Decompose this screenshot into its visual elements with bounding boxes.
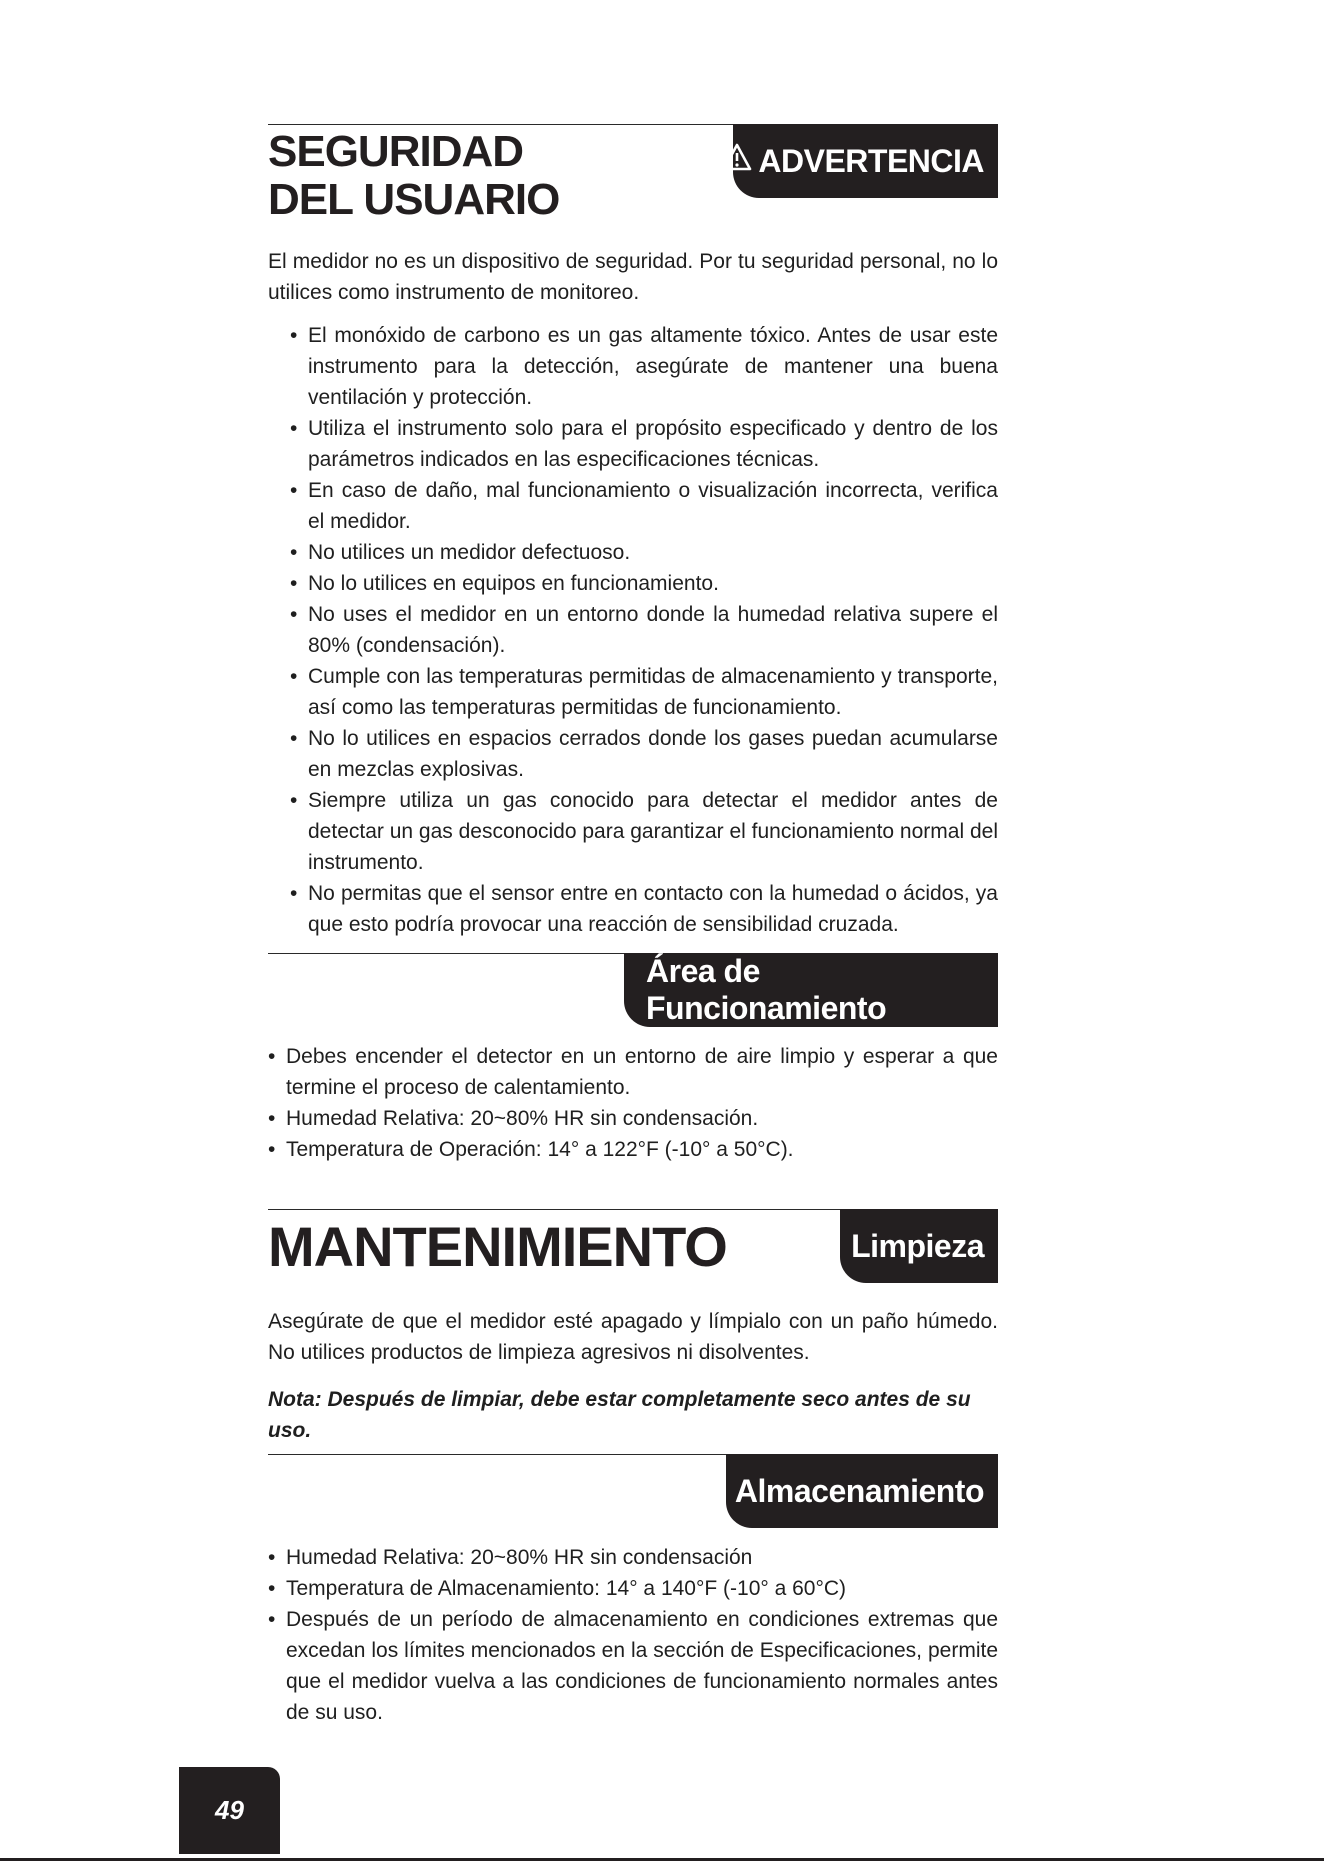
list-item: • Temperatura de Almacenamiento: 14° a 140°F (-10° a 60°C) — [268, 1573, 998, 1604]
list-item: • No permitas que el sensor entre en contacto con la humedad o ácidos, ya que esto podría provocar una reacción de sensibilidad cruzada. — [290, 878, 998, 940]
maintenance-title: MANTENIMIENTO — [268, 1215, 727, 1278]
list-item: • Temperatura de Operación: 14° a 122°F (-10° a 50°C). — [268, 1134, 998, 1165]
list-item: • No utilices un medidor defectuoso. — [290, 537, 998, 568]
cleaning-tag: Limpieza — [840, 1209, 998, 1283]
page-number: 49 — [179, 1767, 280, 1854]
list-item: • Después de un período de almacenamiento en condiciones extremas que excedan los límites mencionados en la sección de Especificaciones, permite que el medidor vuelva a las condiciones de funcionamiento normales antes de su uso. — [268, 1604, 998, 1728]
list-item: • Debes encender el detector en un entorno de aire limpio y esperar a que termine el proceso de calentamiento. — [268, 1041, 998, 1103]
list-item: • En caso de daño, mal funcionamiento o visualización incorrecta, verifica el medidor. — [290, 475, 998, 537]
bottom-border — [0, 1858, 1324, 1875]
safety-section — [268, 124, 998, 944]
warning-triangle-icon — [722, 143, 752, 179]
list-item: • Cumple con las temperaturas permitidas de almacenamiento y transporte, así como las temperaturas permitidas de funcionamiento. — [290, 661, 998, 723]
list-item: • Humedad Relativa: 20~80% HR sin condensación. — [268, 1103, 998, 1134]
list-item: • No uses el medidor en un entorno donde la humedad relativa supere el 80% (condensación). — [290, 599, 998, 661]
list-item: • No lo utilices en espacios cerrados donde los gases puedan acumularse en mezclas explosivas. — [290, 723, 998, 785]
storage-bullet-list — [268, 1542, 998, 1728]
safety-title — [268, 128, 559, 223]
cleaning-note: Nota: Después de limpiar, debe estar completamente seco antes de su uso. — [268, 1388, 971, 1442]
safety-title-line2: DEL USUARIO — [268, 174, 560, 224]
list-item: • Utiliza el instrumento solo para el propósito especificado y dentro de los parámetros indicados en las especificaciones técnicas. — [290, 413, 998, 475]
list-item: • No lo utilices en equipos en funcionamiento. — [290, 568, 998, 599]
list-item: • Siempre utiliza un gas conocido para detectar el medidor antes de detectar un gas desconocido para garantizar el funcionamiento normal del instrumento. — [290, 785, 998, 878]
safety-title-line1: SEGURIDAD — [268, 127, 524, 176]
operating-area-section — [268, 953, 998, 1173]
warning-tag-label: ADVERTENCIA — [758, 142, 984, 179]
storage-tag: Almacenamiento — [726, 1454, 998, 1528]
storage-section — [268, 1454, 998, 1734]
warning-tag — [733, 124, 998, 198]
list-item: • Humedad Relativa: 20~80% HR sin condensación — [268, 1542, 998, 1573]
list-item: • El monóxido de carbono es un gas altamente tóxico. Antes de usar este instrumento para la detección, asegúrate de mantener una buena ventilación y protección. — [290, 320, 998, 413]
safety-bullet-list — [290, 320, 998, 940]
cleaning-text: Asegúrate de que el medidor esté apagado y límpialo con un paño húmedo. No utilices productos de limpieza agresivos ni disolventes. — [268, 1310, 998, 1364]
operating-area-tag: Área de Funcionamiento — [624, 953, 998, 1027]
operating-area-bullet-list — [268, 1041, 998, 1165]
maintenance-section — [268, 1209, 998, 1442]
safety-intro: El medidor no es un dispositivo de seguridad. Por tu seguridad personal, no lo utilices como instrumento de monitoreo. — [268, 250, 998, 304]
